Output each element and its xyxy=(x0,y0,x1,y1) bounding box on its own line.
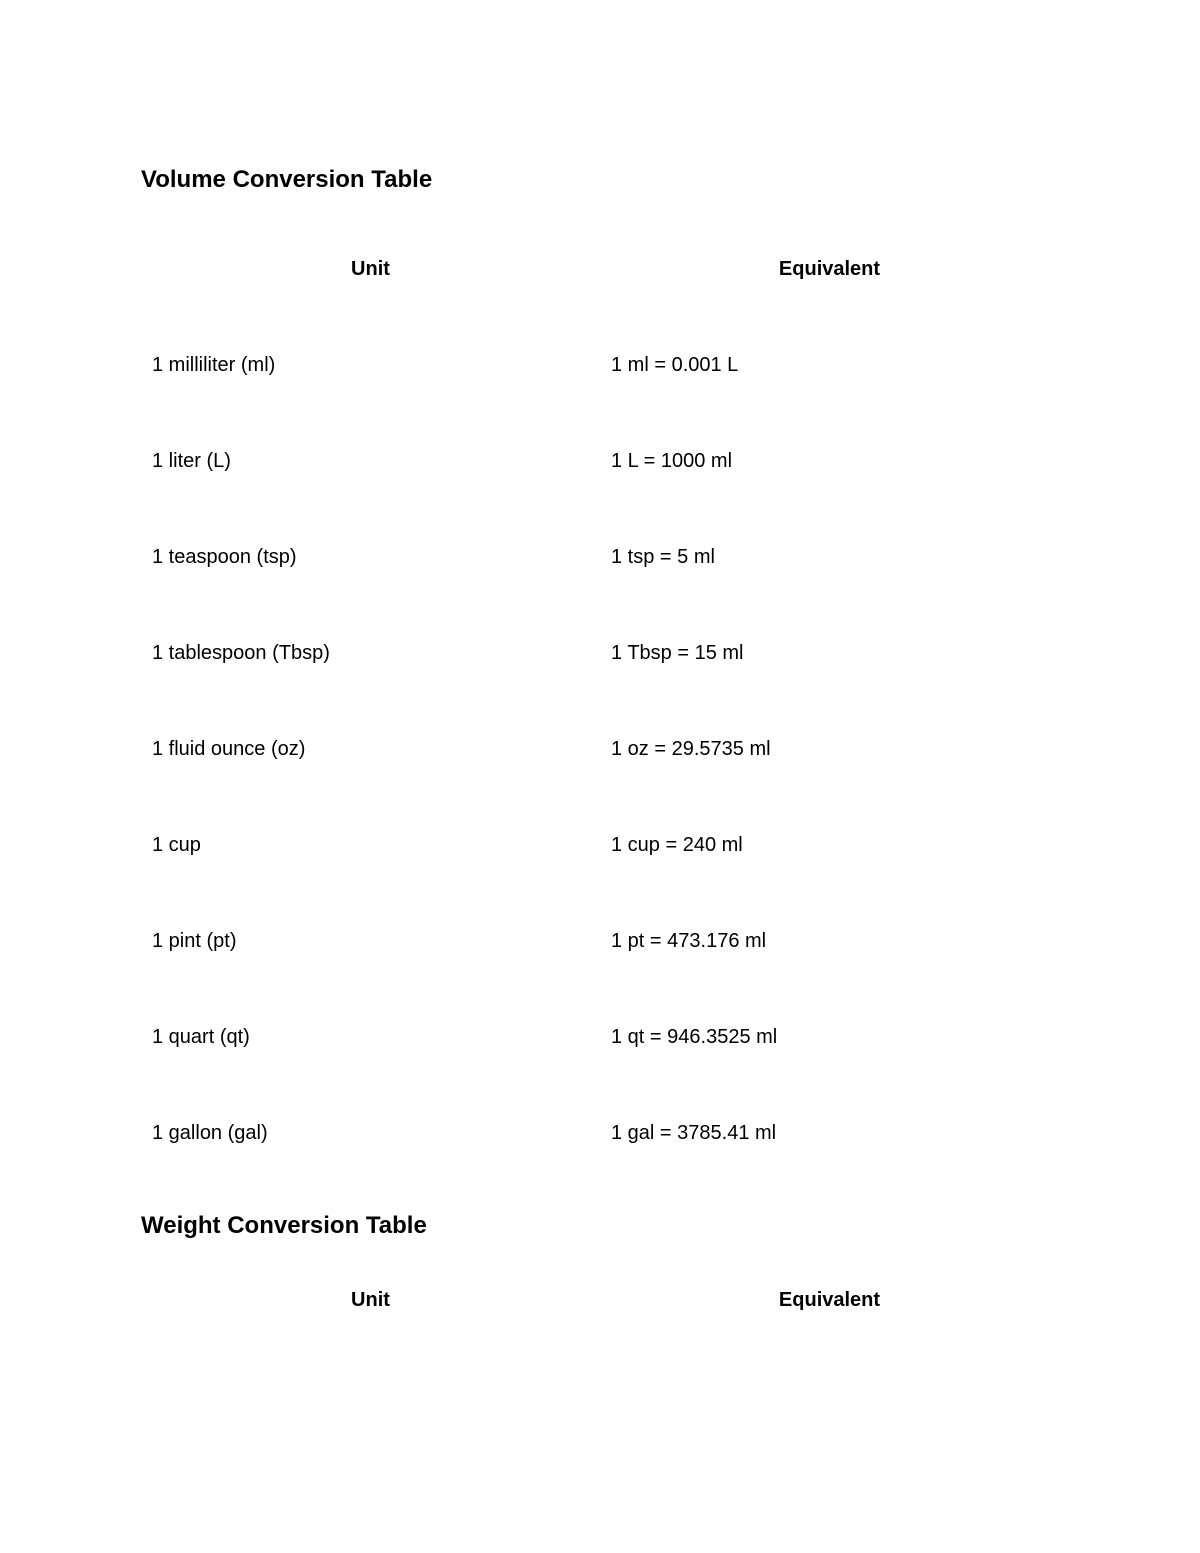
weight-unit-header: Unit xyxy=(351,1289,390,1311)
equivalent-cell: 1 oz = 29.5735 ml xyxy=(611,738,771,760)
equivalent-cell: 1 tsp = 5 ml xyxy=(611,546,715,568)
equivalent-cell: 1 pt = 473.176 ml xyxy=(611,930,767,952)
unit-cell: 1 liter (L) xyxy=(152,450,231,472)
equivalent-cell: 1 qt = 946.3525 ml xyxy=(611,1026,778,1048)
equivalent-cell: 1 ml = 0.001 L xyxy=(611,354,739,376)
equivalent-cell: 1 L = 1000 ml xyxy=(611,450,733,472)
table-row xyxy=(0,833,1200,857)
table-row xyxy=(0,929,1200,953)
equivalent-cell: 1 cup = 240 ml xyxy=(611,834,743,856)
table-row xyxy=(0,737,1200,761)
table-row xyxy=(0,1025,1200,1049)
unit-cell: 1 pint (pt) xyxy=(152,930,237,952)
unit-cell: 1 cup xyxy=(152,834,201,856)
unit-cell: 1 tablespoon (Tbsp) xyxy=(152,642,330,664)
table-row xyxy=(0,353,1200,377)
volume-unit-header: Unit xyxy=(351,258,390,280)
equivalent-cell: 1 Tbsp = 15 ml xyxy=(611,642,744,664)
unit-cell: 1 gallon (gal) xyxy=(152,1122,268,1144)
unit-cell: 1 milliliter (ml) xyxy=(152,354,276,376)
volume-equivalent-header: Equivalent xyxy=(778,258,881,280)
volume-table-title: Volume Conversion Table xyxy=(141,166,433,193)
equivalent-cell: 1 gal = 3785.41 ml xyxy=(611,1122,777,1144)
unit-cell: 1 fluid ounce (oz) xyxy=(152,738,306,760)
table-row xyxy=(0,1121,1200,1145)
unit-cell: 1 teaspoon (tsp) xyxy=(152,546,297,568)
table-row xyxy=(0,449,1200,473)
table-row xyxy=(0,545,1200,569)
weight-table-title: Weight Conversion Table xyxy=(141,1212,427,1239)
weight-equivalent-header: Equivalent xyxy=(778,1289,881,1311)
unit-cell: 1 quart (qt) xyxy=(152,1026,250,1048)
table-row xyxy=(0,641,1200,665)
